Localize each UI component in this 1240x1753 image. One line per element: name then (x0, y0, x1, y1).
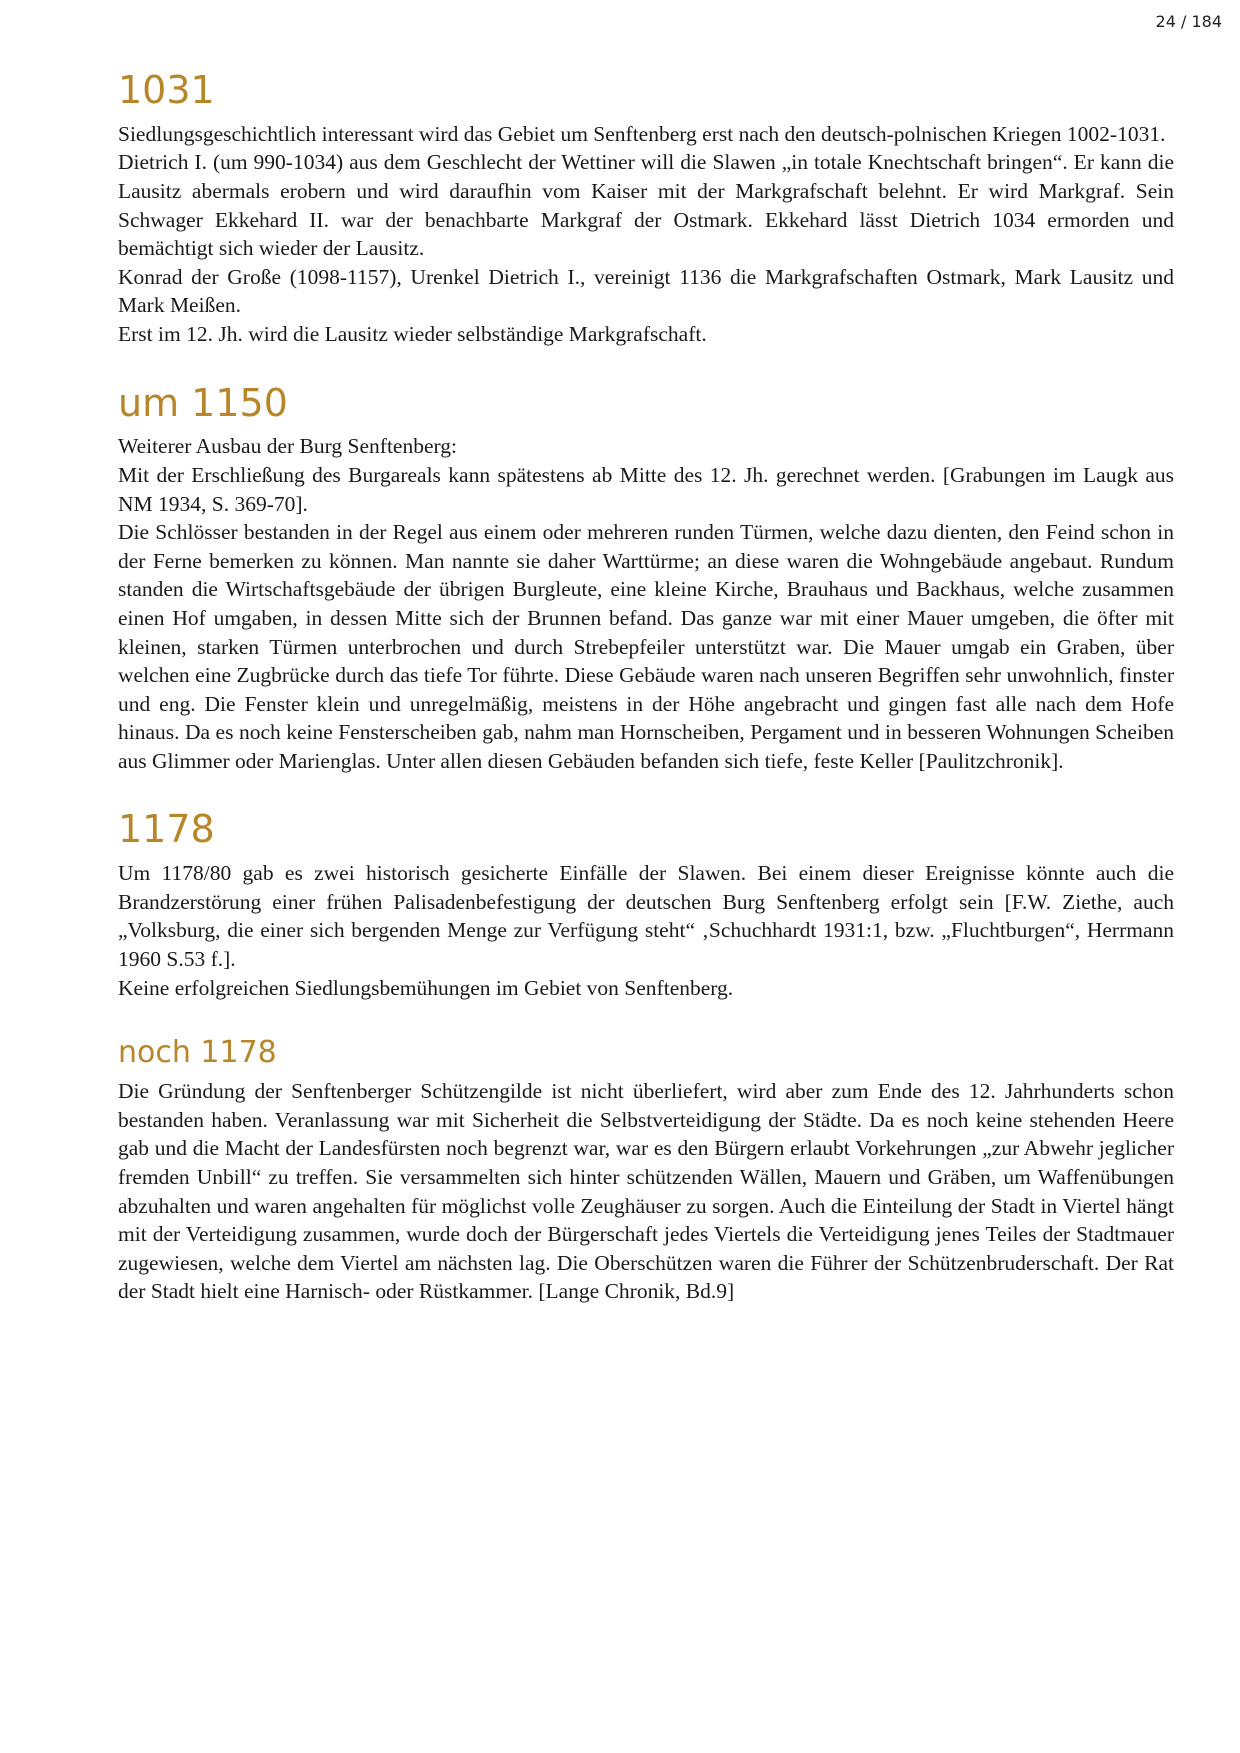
section-1031 (118, 70, 1174, 349)
section-noch-1178 (118, 1036, 1174, 1306)
section-heading: 1178 (118, 807, 215, 852)
section-heading: um 1150 (118, 380, 288, 425)
page-number: 24 / 184 (1155, 12, 1222, 31)
paragraph: Um 1178/80 gab es zwei historisch gesicherte Einfälle der Slawen. Bei einem dieser Ereignisse könnte auch die Brandzerstörung einer frühen Palisadenbefestigung der deutschen Burg Senftenberg erfolgt sein [F.W. Ziethe, auch „Volksburg, die einer sich bergenden Menge zur Verfügung steht“ ‚Schuchhardt 1931:1, bzw. „Fluchtburgen“, Herrmann 1960 S.53 f.]. (118, 861, 1174, 972)
paragraph: Erst im 12. Jh. wird die Lausitz wieder selbständige Markgrafschaft. (118, 321, 707, 346)
paragraph: Die Schlösser bestanden in der Regel aus einem oder mehreren runden Türmen, welche dazu dienten, den Feind schon in der Ferne bemerken zu können. Man nannte sie daher Warttürme; an diese waren die Wohngebäude angebaut. Rundum standen die Wirtschaftsgebäude der übrigen Burgleute, eine kleine Kirche, Brauhaus und Backhaus, welche zusammen einen Hof umgaben, in dessen Mitte sich der Brunnen befand. Das ganze war mit einer Mauer umgeben, die öfter mit kleinen, starken Türmen unterbrochen und durch Strebepfeiler unterstützt war. Die Mauer umgab ein Graben, über welchen eine Zugbrücke durch das tiefe Tor führte. Diese Gebäude waren nach unseren Begriffen sehr unwohnlich, finster und eng. Die Fenster klein und unregelmäßig, meistens in der Höhe angebracht und gingen fast alle nach dem Hofe hinaus. Da es noch keine Fensterscheiben gab, nahm man Hornscheiben, Pergament und in besseren Wohnungen Scheiben aus Glimmer oder Marienglas. Unter allen diesen Gebäuden befanden sich tiefe, feste Keller [Paulitzchronik]. (118, 520, 1174, 773)
section-heading: noch 1178 (118, 1035, 277, 1071)
paragraph: Mit der Erschließung des Burgareals kann spätestens ab Mitte des 12. Jh. gerechnet werden. [Grabungen im Laugk aus NM 1934, S. 369-70]. (118, 462, 1174, 516)
document-body (118, 70, 1174, 1340)
paragraph: Dietrich I. (um 990-1034) aus dem Geschlecht der Wettiner will die Slawen „in totale Knechtschaft bringen“. Er kann die Lausitz abermals erobern und wird daraufhin vom Kaiser mit der Markgrafschaft belehnt. Er wird Markgraf. Sein Schwager Ekkehard II. war der benachbarte Markgraf der Ostmark. Ekkehard lässt Dietrich 1034 ermorden und bemächtigt sich wieder der Lausitz. (118, 150, 1174, 261)
paragraph: Siedlungsgeschichtlich interessant wird das Gebiet um Senftenberg erst nach den deutsch-polnischen Kriegen 1002-1031. (118, 121, 1166, 146)
section-heading: 1031 (118, 68, 215, 112)
paragraph: Konrad der Große (1098-1157), Urenkel Dietrich I., vereinigt 1136 die Markgrafschaften Ostmark, Mark Lausitz und Mark Meißen. (118, 264, 1174, 318)
paragraph: Keine erfolgreichen Siedlungsbemühungen im Gebiet von Senftenberg. (118, 975, 734, 1000)
paragraph: Weiterer Ausbau der Burg Senftenberg: (118, 434, 457, 459)
paragraph: Die Gründung der Senftenberger Schützengilde ist nicht überliefert, wird aber zum Ende des 12. Jahrhunderts schon bestanden haben. Veranlassung war mit Sicherheit die Selbstverteidigung der Städte. Da es noch keine stehenden Heere gab und die Macht der Landesfürsten noch begrenzt war, war es den Bürgern erlaubt Vorkehrungen „zur Abwehr jeglicher fremden Unbill“ zu treffen. Sie versammelten sich hinter schützenden Wällen, Mauern und Gräben, um Waffenübungen abzuhalten und waren angehalten für möglichst volle Zeughäuser zu sorgen. Auch die Einteilung der Stadt in Viertel hängt mit der Verteidigung zusammen, wurde doch der Bürgerschaft jedes Viertels die Verteidigung jenes Teiles der Stadtmauer zugewiesen, welche dem Viertel am nächsten lag. Die Oberschützen waren die Führer der Schützenbruderschaft. Der Rat der Stadt hielt eine Harnisch- oder Rüstkammer. [Lange Chronik, Bd.9] (118, 1079, 1174, 1304)
section-um-1150 (118, 380, 1174, 776)
section-1178 (118, 809, 1174, 1002)
